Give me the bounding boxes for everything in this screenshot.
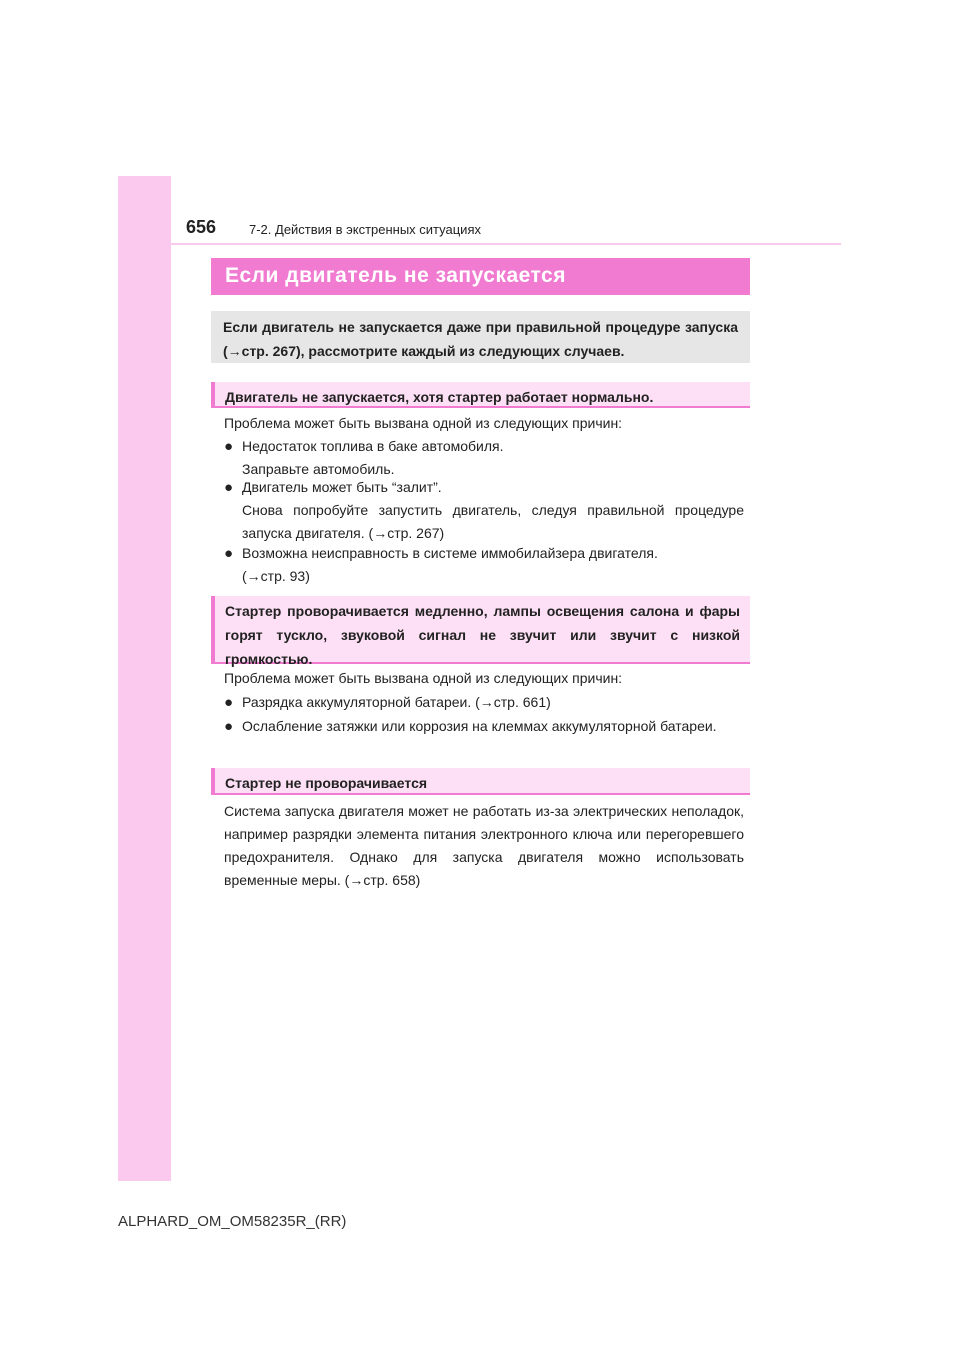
bullet-icon: ● [224,479,234,496]
item-text: Возможна неисправность в системе иммобилайзера двигателя. [242,545,658,561]
subheading-starter-slow: Стартер проворачивается медленно, лампы освещения салона и фары горят тускло, звуковой сигнал не звучит или звучит с низкой громкостью. [211,596,750,664]
list-item [224,542,744,588]
item-text: Двигатель может быть “залит”. [242,479,442,495]
list-item [224,715,744,738]
chapter-title: 7-2. Действия в экстренных ситуациях [249,222,481,237]
cause-lead: Проблема может быть вызвана одной из следующих причин: [224,670,623,686]
item-text: Снова попробуйте запустить двигатель, следуя правильной процедуре запуска двигателя. (→стр. 267) [242,502,744,541]
page-number: 656 [186,217,217,237]
list-item [224,691,744,714]
section-title: Если двигатель не запускается [211,258,750,295]
item-text: Недостаток топлива в баке автомобиля. [242,438,504,454]
intro-box: Если двигатель не запускается даже при правильной процедуре запуска (→стр. 267), рассмотрите каждый из следующих случаев. [211,311,750,363]
bullet-icon: ● [224,694,234,711]
bullet-icon: ● [224,545,234,562]
header-rule [171,243,841,245]
list-item [224,476,744,545]
item-text: Разрядка аккумуляторной батареи. (→стр. 661) [242,694,551,710]
item-text: Ослабление затяжки или коррозия на клеммах аккумуляторной батареи. [242,718,717,734]
item-text: Заправьте автомобиль. [242,461,395,477]
subheading-starter-not-turning: Стартер не проворачивается [211,768,750,795]
chapter-sidebar-tab [118,176,171,1181]
document-code: ALPHARD_OM_OM58235R_(RR) [118,1213,347,1230]
cause-lead: Проблема может быть вызвана одной из следующих причин: [224,415,623,431]
subheading-starter-normal: Двигатель не запускается, хотя стартер работает нормально. [211,382,750,408]
list-item [224,435,744,481]
bullet-icon: ● [224,438,234,455]
explanation-paragraph: Система запуска двигателя может не работать из-за электрических неполадок, например разрядки элемента питания электронного ключа или перегоревшего предохранителя. Однако для запуска двигателя можно использовать временные меры. (→стр. 658) [224,803,744,888]
item-text: (→стр. 93) [242,568,310,584]
bullet-icon: ● [224,718,234,735]
